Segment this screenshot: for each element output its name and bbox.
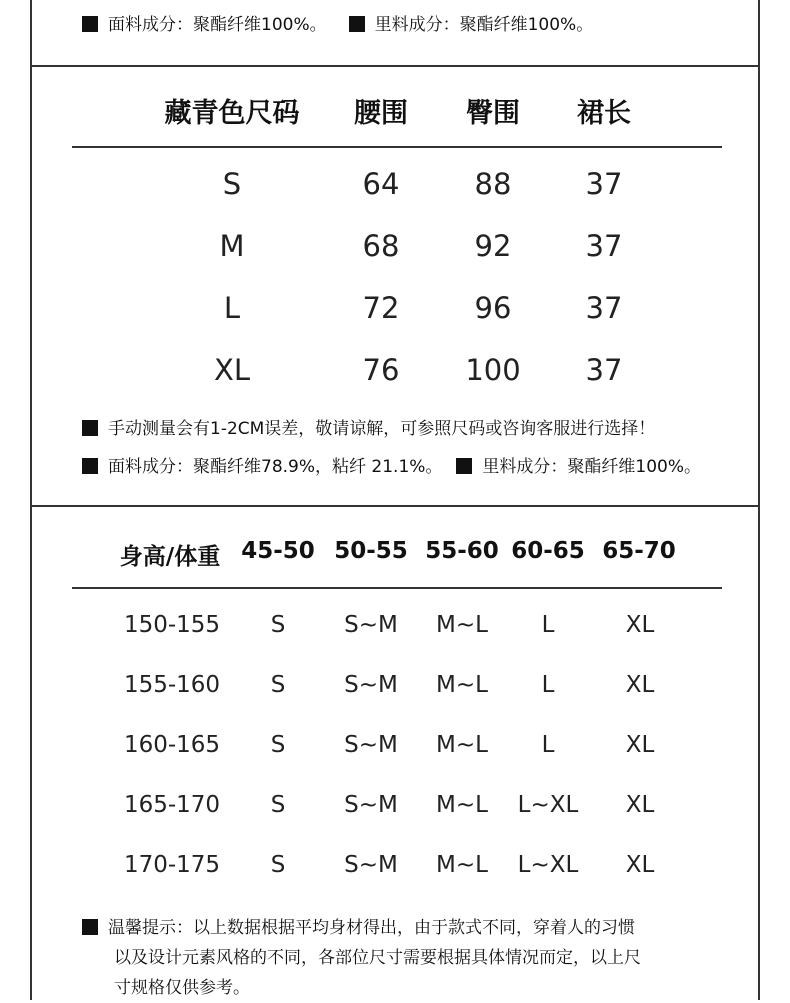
cell-size: S~M [344,732,398,758]
fabric-text: 面料成分：聚酯纤维78.9%，粘纤 21.1%。 [108,457,443,477]
cell-size: S~M [344,672,398,698]
cell-height: 165-170 [123,792,221,818]
table-header-rule [72,587,722,589]
measure-text: 手动测量会有1-2CM误差，敬请谅解，可参照尺码或咨询客服进行选择！ [108,419,656,439]
cell-size: M~L [436,792,488,818]
cell-size: L [541,732,555,758]
frame-left-border [30,0,32,1000]
header-weight-range: 55-60 [425,538,499,564]
bullet-square-icon [82,458,98,474]
bullet-square-icon [82,919,98,935]
cell-length: 37 [585,167,623,201]
cell-size: L~XL [517,852,579,878]
header-weight-range: 60-65 [511,538,585,564]
bullet-square-icon [82,16,98,32]
measure-note [82,418,655,440]
cell-size: XL [625,792,655,818]
bullet-square-icon [349,16,365,32]
header-waist: 腰围 [354,98,408,129]
lining-text: 里料成分：聚酯纤维100%。 [482,457,702,477]
table-header-rule [72,146,722,148]
header-weight-range: 50-55 [334,538,408,564]
cell-size: S [270,852,286,878]
lining-text: 里料成分：聚酯纤维100%。 [374,15,594,35]
cell-size: L [541,612,555,638]
cell-waist: 72 [362,291,400,325]
header-weight-range: 65-70 [602,538,676,564]
cell-size: L [223,291,241,325]
cell-size: L~XL [517,792,579,818]
section-divider-1 [30,65,760,67]
cell-hip: 96 [474,291,512,325]
cell-length: 37 [585,353,623,387]
bullet-square-icon [456,458,472,474]
bullet-square-icon [82,420,98,436]
warm-tip [82,913,641,1003]
cell-hip: 100 [465,353,521,387]
cell-size: S [270,732,286,758]
cell-size: XL [625,852,655,878]
cell-hip: 92 [474,229,512,263]
tip-line-2: 以及设计元素风格的不同，各部位尺寸需要根据具体情况而定，以上尺 [114,948,641,968]
cell-size: M~L [436,672,488,698]
cell-size: S [222,167,242,201]
cell-hip: 88 [474,167,512,201]
cell-waist: 68 [362,229,400,263]
tip-line-1: 温馨提示：以上数据根据平均身材得出，由于款式不同，穿着人的习惯 [108,918,635,938]
cell-size: M [219,229,245,263]
cell-length: 37 [585,291,623,325]
header-color-size: 藏青色尺码 [164,98,300,129]
tip-line-3: 寸规格仅供参考。 [114,978,250,998]
cell-height: 155-160 [123,672,221,698]
material-note [82,456,701,478]
cell-size: XL [625,732,655,758]
section-divider-2 [30,505,760,507]
cell-size: XL [213,353,251,387]
cell-size: XL [625,612,655,638]
header-height-weight: 身高/体重 [119,544,221,570]
cell-size: M~L [436,852,488,878]
top-material-note [82,14,593,36]
cell-height: 160-165 [123,732,221,758]
cell-size: S~M [344,612,398,638]
cell-size: S [270,792,286,818]
cell-size: S~M [344,852,398,878]
cell-waist: 76 [362,353,400,387]
cell-size: S~M [344,792,398,818]
header-weight-range: 45-50 [241,538,315,564]
cell-length: 37 [585,229,623,263]
fabric-text: 面料成分：聚酯纤维100%。 [108,15,327,35]
header-skirt-length: 裙长 [577,98,631,129]
cell-size: L [541,672,555,698]
cell-size: XL [625,672,655,698]
cell-size: M~L [436,612,488,638]
cell-waist: 64 [362,167,400,201]
frame-right-border [758,0,760,1000]
cell-size: M~L [436,732,488,758]
cell-height: 170-175 [123,852,221,878]
cell-size: S [270,612,286,638]
cell-size: S [270,672,286,698]
header-hip: 臀围 [466,98,520,129]
cell-height: 150-155 [123,612,221,638]
